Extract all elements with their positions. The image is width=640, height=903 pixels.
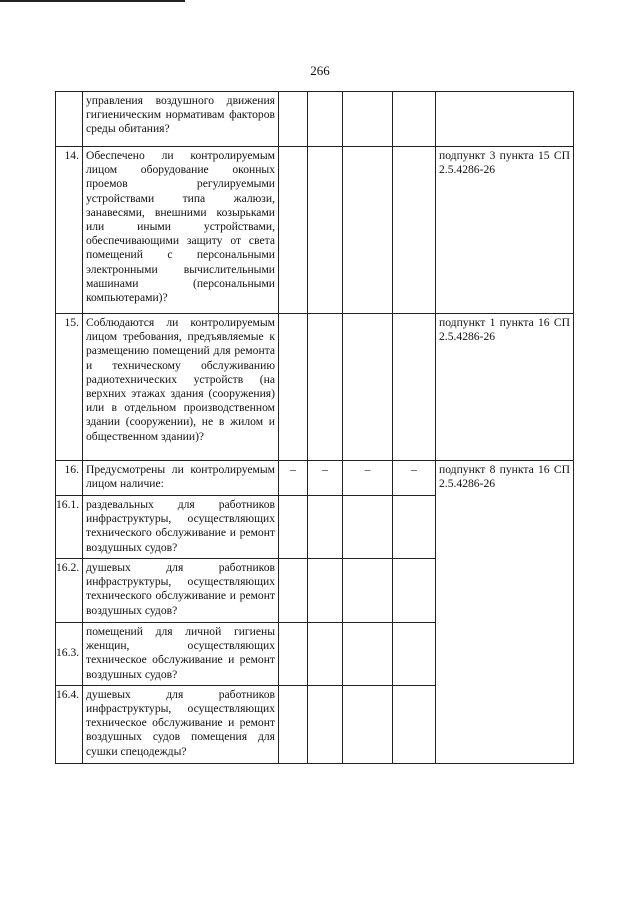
- question-text: раздевальных для работников инфраструктуры, осуществляющих технического обслуживание и ремонт воздушных судов?: [83, 496, 279, 559]
- answer-note-cell[interactable]: [393, 623, 436, 686]
- reference-cell: подпункт 3 пункта 15 СП 2.5.4286-26: [436, 147, 574, 314]
- question-text: душевых для работников инфраструктуры, осуществляющих технического обслуживание и ремонт воздушных судов?: [83, 559, 279, 623]
- answer-yes-cell[interactable]: [279, 623, 308, 686]
- top-rule: [0, 0, 185, 2]
- item-number: 16.4.: [56, 685, 83, 763]
- answer-yes-cell[interactable]: [279, 559, 308, 623]
- item-number: 16.1.: [56, 496, 83, 559]
- reference-cell: подпункт 1 пункта 16 СП 2.5.4286-26: [436, 314, 574, 461]
- question-text: управления воздушного движения гигиеническим нормативам факторов среды обитания?: [83, 92, 279, 147]
- answer-note-cell[interactable]: [393, 92, 436, 147]
- answer-na-cell[interactable]: [343, 92, 393, 147]
- checklist-table: [55, 91, 574, 764]
- answer-na-cell[interactable]: [343, 559, 393, 623]
- answer-no-cell[interactable]: [308, 496, 343, 559]
- answer-yes-cell[interactable]: [279, 314, 308, 461]
- question-text: Обеспечено ли контролируемым лицом оборудование оконных проемов регулируемыми устройствами типа жалюзи, занавесями, внешними козырьками или иными устройствами, обеспечивающими защиту от света помещений с персональными электронными вычислительными машинами (персональными компьютерами)?: [83, 147, 279, 314]
- answer-no-cell[interactable]: –: [308, 461, 343, 496]
- page-number: 266: [310, 63, 330, 78]
- item-number: [56, 92, 83, 147]
- answer-yes-cell[interactable]: [279, 147, 308, 314]
- reference-cell: [436, 92, 574, 147]
- item-number: 15.: [56, 314, 83, 461]
- answer-no-cell[interactable]: [308, 147, 343, 314]
- answer-note-cell[interactable]: [393, 685, 436, 763]
- answer-note-cell[interactable]: [393, 147, 436, 314]
- table-row: [56, 461, 574, 496]
- answer-na-cell[interactable]: [343, 623, 393, 686]
- answer-na-cell[interactable]: [343, 147, 393, 314]
- answer-no-cell[interactable]: [308, 559, 343, 623]
- answer-note-cell[interactable]: [393, 496, 436, 559]
- answer-yes-cell[interactable]: [279, 685, 308, 763]
- answer-no-cell[interactable]: [308, 92, 343, 147]
- question-text: душевых для работников инфраструктуры, осуществляющих техническое обслуживание и ремонт воздушных судов помещения для сушки спецодежды?: [83, 685, 279, 763]
- answer-yes-cell[interactable]: [279, 496, 308, 559]
- answer-no-cell[interactable]: [308, 623, 343, 686]
- table-row: [56, 147, 574, 314]
- table-row: [56, 314, 574, 461]
- question-text: помещений для личной гигиены женщин, осуществляющих техническое обслуживание и ремонт воздушных судов?: [83, 623, 279, 686]
- answer-no-cell[interactable]: [308, 685, 343, 763]
- answer-na-cell[interactable]: [343, 496, 393, 559]
- answer-na-cell[interactable]: [343, 314, 393, 461]
- item-number: 16.: [56, 461, 83, 496]
- reference-cell: подпункт 8 пункта 16 СП 2.5.4286-26: [436, 461, 574, 764]
- answer-no-cell[interactable]: [308, 314, 343, 461]
- question-text: Предусмотрены ли контролируемым лицом наличие:: [83, 461, 279, 496]
- answer-note-cell[interactable]: [393, 314, 436, 461]
- answer-na-cell[interactable]: [343, 685, 393, 763]
- answer-note-cell[interactable]: –: [393, 461, 436, 496]
- table-row: [56, 92, 574, 147]
- item-number: 14.: [56, 147, 83, 314]
- answer-na-cell[interactable]: –: [343, 461, 393, 496]
- answer-note-cell[interactable]: [393, 559, 436, 623]
- question-text: Соблюдаются ли контролируемым лицом требования, предъявляемые к размещению помещений для ремонта и техническому обслуживанию радиотехнических устройств (на верхних этажах здания (сооружения) или в отдельном производственном здании (сооружении), не в жилом и общественном здании)?: [83, 314, 279, 461]
- item-number: 16.2.: [56, 559, 83, 623]
- item-number: 16.3.: [56, 623, 83, 686]
- answer-yes-cell[interactable]: [279, 92, 308, 147]
- answer-yes-cell[interactable]: –: [279, 461, 308, 496]
